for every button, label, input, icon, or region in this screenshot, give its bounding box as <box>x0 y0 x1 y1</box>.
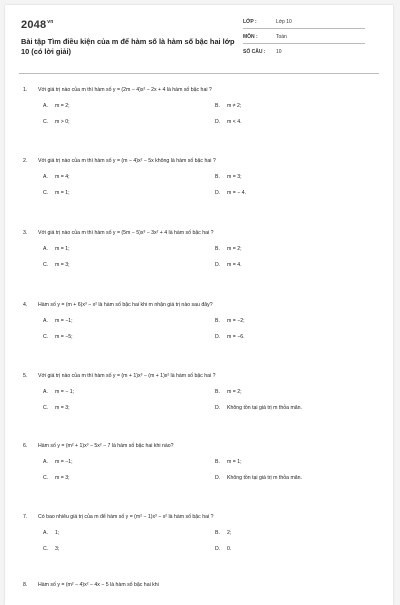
answer-option[interactable] <box>43 475 70 481</box>
option-letter: B. <box>215 246 220 252</box>
answer-option[interactable] <box>215 334 245 340</box>
answer-option[interactable] <box>43 389 74 395</box>
answer-option[interactable] <box>215 246 242 252</box>
option-letter: A. <box>43 459 48 465</box>
option-letter: A. <box>43 389 48 395</box>
logo-tld: vn <box>47 19 54 26</box>
option-text: m = 3; <box>227 174 242 180</box>
option-letter: B. <box>215 318 220 324</box>
answer-option[interactable] <box>215 405 302 411</box>
answer-option[interactable] <box>43 246 70 252</box>
option-letter: C. <box>43 190 49 196</box>
question-text: Với giá trị nào của m thì hàm số y = (m − 4)x² − 5x không là hàm số bậc hai ? <box>38 158 216 164</box>
question-text: Hàm số y = (m² − 4)x² − 4x − 5 là hàm số bậc hai khi <box>38 582 159 588</box>
answer-option[interactable] <box>43 546 59 552</box>
option-text: m = −5; <box>55 334 73 340</box>
question-text: Với giá trị nào của m thì hàm số y = (m + 1)x³ − (m + 1)x² là hàm số bậc hai ? <box>38 373 216 379</box>
option-letter: C. <box>43 334 49 340</box>
answer-option[interactable] <box>43 459 73 465</box>
option-letter: D. <box>215 334 221 340</box>
question-number: 8. <box>23 582 28 588</box>
question-number: 5. <box>23 373 28 379</box>
question-number: 1. <box>23 87 28 93</box>
option-text: m = 2; <box>227 389 242 395</box>
meta-value: Lớp 10 <box>276 19 292 25</box>
option-text: Không tồn tại giá trị m thỏa mãn. <box>227 405 302 411</box>
option-letter: C. <box>43 475 49 481</box>
document-page <box>5 5 393 605</box>
option-text: 3; <box>55 546 60 552</box>
option-letter: A. <box>43 318 48 324</box>
answer-option[interactable] <box>43 530 59 536</box>
question-number: 3. <box>23 230 28 236</box>
option-letter: B. <box>215 174 220 180</box>
option-text: m = − 4. <box>227 190 247 196</box>
answer-option[interactable] <box>215 389 242 395</box>
answer-option[interactable] <box>215 459 242 465</box>
option-text: m = −2; <box>227 318 245 324</box>
option-text: 1; <box>55 530 60 536</box>
option-letter: C. <box>43 119 49 125</box>
option-letter: C. <box>43 546 49 552</box>
option-letter: C. <box>43 405 49 411</box>
meta-key: MÔN : <box>243 34 258 40</box>
meta-divider <box>243 28 365 29</box>
option-letter: D. <box>215 405 221 411</box>
option-letter: D. <box>215 190 221 196</box>
question-number: 6. <box>23 443 28 449</box>
answer-option[interactable] <box>215 262 242 268</box>
site-logo[interactable] <box>21 19 54 31</box>
meta-key: LỚP : <box>243 19 257 25</box>
option-text: m = −1; <box>55 459 73 465</box>
option-text: Không tồn tại giá trị m thỏa mãn. <box>227 475 302 481</box>
question-number: 4. <box>23 302 28 308</box>
option-text: m = −1; <box>55 318 73 324</box>
answer-option[interactable] <box>215 103 241 109</box>
answer-option[interactable] <box>215 475 302 481</box>
meta-value: Toán <box>276 34 287 40</box>
option-text: m = 3; <box>55 475 70 481</box>
option-text: m = − 1; <box>55 389 75 395</box>
option-letter: B. <box>215 103 220 109</box>
answer-option[interactable] <box>215 530 231 536</box>
meta-divider <box>243 43 365 44</box>
answer-option[interactable] <box>215 119 242 125</box>
answer-option[interactable] <box>215 174 242 180</box>
option-text: m = 2; <box>227 246 242 252</box>
header-divider <box>19 73 379 74</box>
question-number: 2. <box>23 158 28 164</box>
logo-text: 2048 <box>21 19 47 31</box>
option-text: m = 1; <box>55 246 70 252</box>
answer-option[interactable] <box>43 334 73 340</box>
option-letter: D. <box>215 119 221 125</box>
option-letter: D. <box>215 262 221 268</box>
option-letter: A. <box>43 246 48 252</box>
question-text: Hàm số y = (m² + 1)x³ − 5x² − 7 là hàm số bậc hai khi nào? <box>38 443 174 449</box>
document-title: Bài tập Tìm điều kiện của m để hàm số là hàm số bậc hai lớp 10 (có lời giải) <box>21 37 235 56</box>
option-letter: B. <box>215 389 220 395</box>
option-text: 0. <box>227 546 232 552</box>
option-letter: C. <box>43 262 49 268</box>
option-text: m = 1; <box>227 459 242 465</box>
option-text: m = 3; <box>55 405 70 411</box>
question-text: Với giá trị nào của m thì hàm số y = (2m − 4)x² − 2x + 4 là hàm số bậc hai ? <box>38 87 212 93</box>
answer-option[interactable] <box>43 318 73 324</box>
answer-option[interactable] <box>43 119 70 125</box>
answer-option[interactable] <box>43 405 70 411</box>
meta-value: 10 <box>276 49 282 55</box>
answer-option[interactable] <box>215 190 246 196</box>
answer-option[interactable] <box>215 318 245 324</box>
meta-key: SỐ CÂU : <box>243 49 266 55</box>
option-text: m = 2; <box>55 103 70 109</box>
meta-row-class <box>243 19 292 25</box>
option-text: m = 1; <box>55 190 70 196</box>
option-text: m = 4; <box>55 174 70 180</box>
option-text: m = −6. <box>227 334 245 340</box>
option-letter: D. <box>215 546 221 552</box>
option-text: 2; <box>227 530 232 536</box>
option-text: m = 3; <box>55 262 70 268</box>
option-letter: A. <box>43 174 48 180</box>
option-text: m = 4. <box>227 262 242 268</box>
question-text: Với giá trị nào của m thì hàm số y = (5m − 5)x³ − 3x² + 4 là hàm số bậc hai ? <box>38 230 214 236</box>
option-letter: A. <box>43 103 48 109</box>
question-text: Có bao nhiêu giá trị của m để hàm số y = (m² − 1)x³ − x² là hàm số bậc hai ? <box>38 514 214 520</box>
answer-option[interactable] <box>215 546 231 552</box>
option-letter: B. <box>215 459 220 465</box>
option-text: m < 4. <box>227 119 242 125</box>
question-text: Hàm số y = (m + 6)x³ − x² là hàm số bậc hai khi m nhận giá trị nào sau đây? <box>38 302 213 308</box>
answer-option[interactable] <box>43 190 70 196</box>
meta-row-count <box>243 49 282 55</box>
answer-option[interactable] <box>43 174 70 180</box>
option-letter: A. <box>43 530 48 536</box>
option-text: m > 0; <box>55 119 70 125</box>
answer-option[interactable] <box>43 103 70 109</box>
question-number: 7. <box>23 514 28 520</box>
option-text: m ≠ 2; <box>227 103 242 109</box>
option-letter: B. <box>215 530 220 536</box>
meta-row-subject <box>243 34 287 40</box>
answer-option[interactable] <box>43 262 70 268</box>
option-letter: D. <box>215 475 221 481</box>
